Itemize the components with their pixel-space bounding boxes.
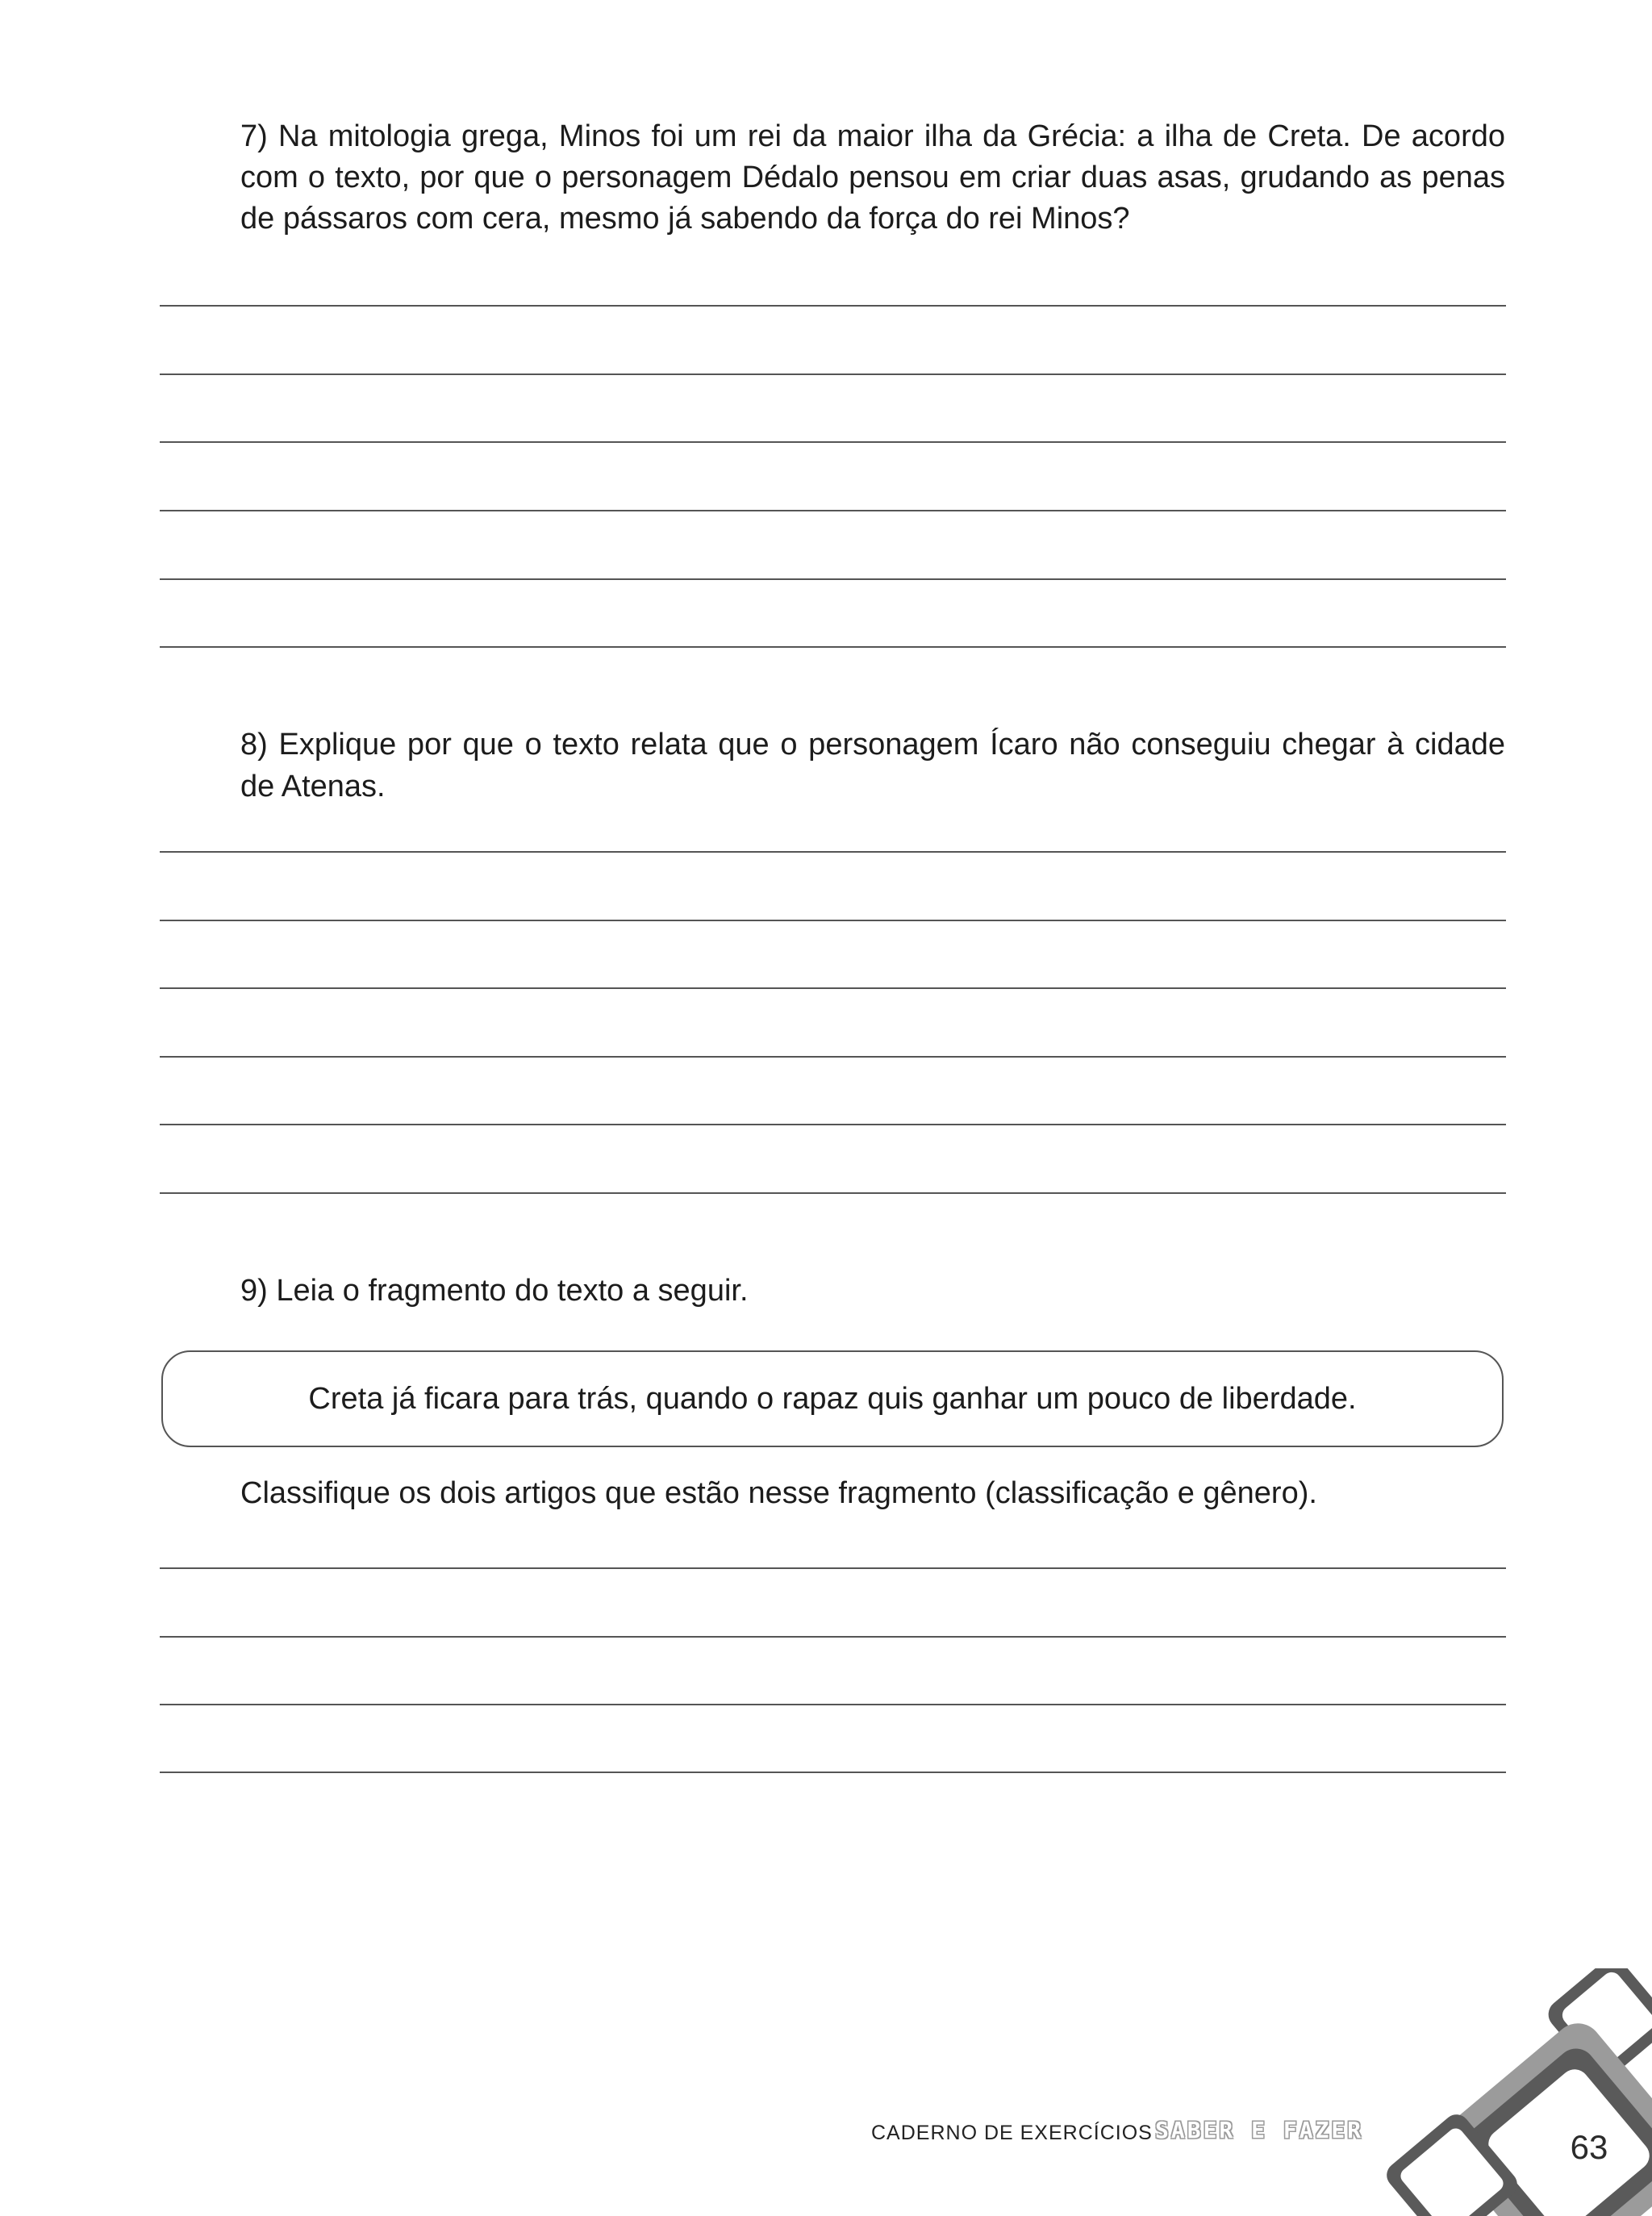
answer-line[interactable]: [160, 851, 1506, 853]
question-7-line-3: de pássaros com cera, mesmo já sabendo da força do rei Minos?: [240, 202, 1130, 236]
answer-line[interactable]: [160, 1772, 1506, 1773]
question-9-intro: 9) Leia o fragmento do texto a seguir.: [240, 1274, 749, 1308]
answer-line[interactable]: [160, 1056, 1506, 1058]
footer-brand-logo: SABER E FAZER: [1155, 2117, 1364, 2143]
answer-line[interactable]: [160, 510, 1506, 511]
corner-squares-decoration: [1371, 1968, 1652, 2216]
question-7-line-2: com o texto, por que o personagem Dédalo pensou em criar duas asas, grudando as penas: [240, 161, 1505, 194]
answer-line[interactable]: [160, 1192, 1506, 1194]
answer-line[interactable]: [160, 305, 1506, 307]
answer-line[interactable]: [160, 646, 1506, 648]
answer-line[interactable]: [160, 1636, 1506, 1638]
answer-line[interactable]: [160, 374, 1506, 375]
question-7-line-1: 7) Na mitologia grega, Minos foi um rei da maior ilha da Grécia: a ilha de Creta. De acordo: [240, 119, 1505, 153]
question-9-prompt: Classifique os dois artigos que estão nesse fragmento (classificação e gênero).: [240, 1476, 1317, 1510]
answer-line[interactable]: [160, 1124, 1506, 1125]
quote-box: [161, 1350, 1504, 1447]
answer-line[interactable]: [160, 1567, 1506, 1569]
footer-caption: CADERNO DE EXERCÍCIOS: [871, 2122, 1153, 2144]
question-8-line-2: de Atenas.: [240, 770, 386, 803]
answer-line[interactable]: [160, 441, 1506, 443]
answer-line[interactable]: [160, 578, 1506, 580]
quote-text: Creta já ficara para trás, quando o rapaz quis ganhar um pouco de liberdade.: [308, 1381, 1357, 1416]
answer-line[interactable]: [160, 920, 1506, 921]
answer-line[interactable]: [160, 987, 1506, 989]
question-8-line-1: 8) Explique por que o texto relata que o personagem Ícaro não conseguiu chegar à cidade: [240, 728, 1505, 762]
page-number: 63: [1570, 2128, 1608, 2166]
answer-line[interactable]: [160, 1704, 1506, 1705]
